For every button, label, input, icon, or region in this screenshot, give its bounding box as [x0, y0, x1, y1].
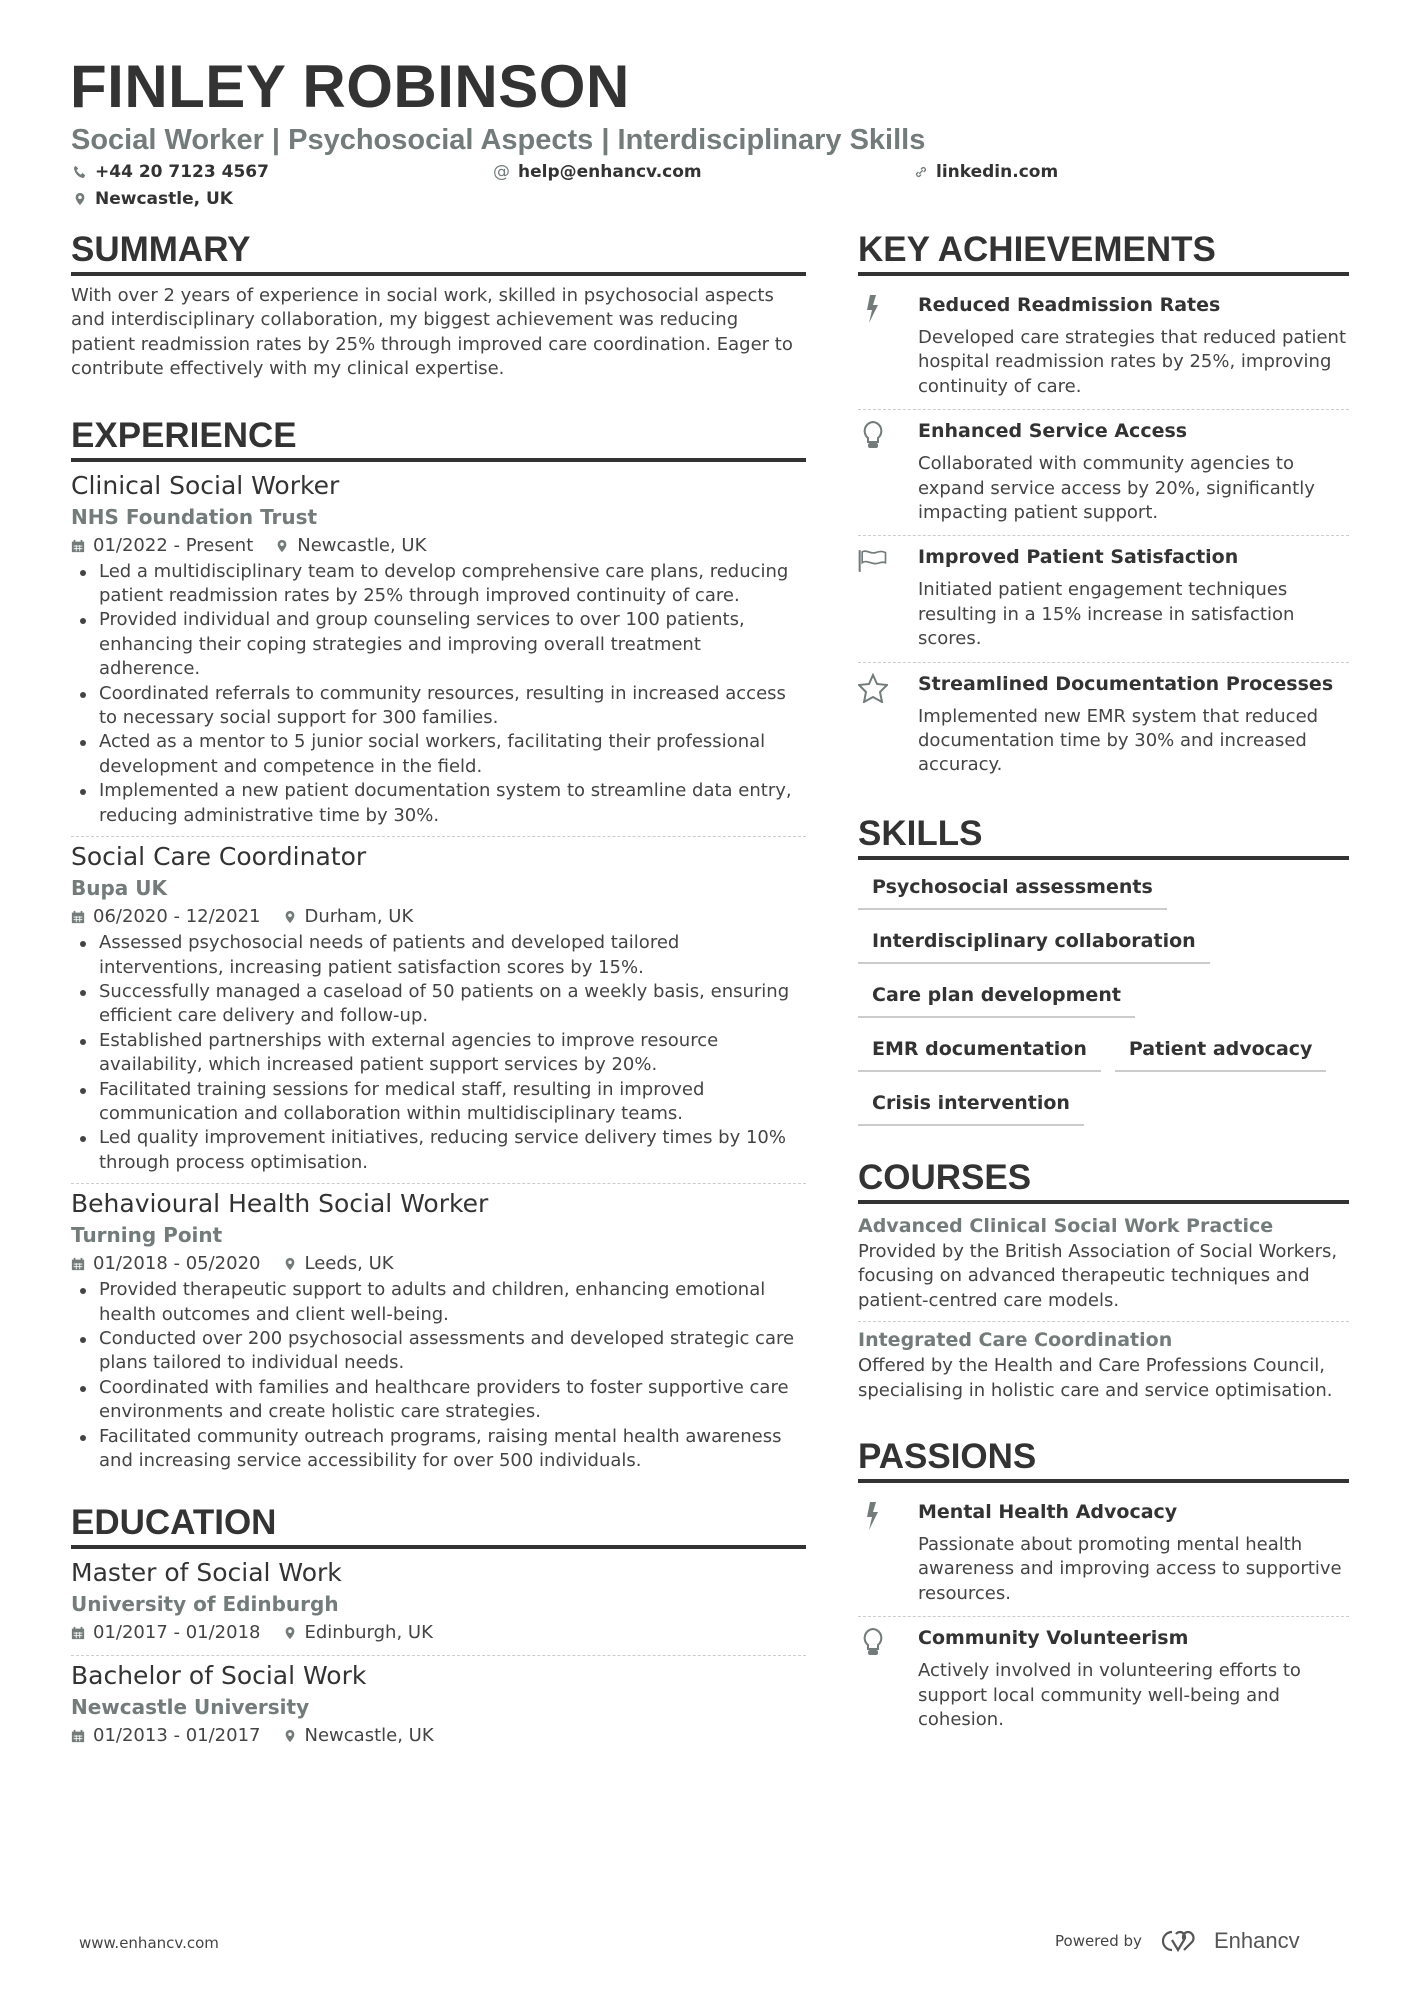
- calendar-icon: [71, 1626, 85, 1640]
- degree: Master of Social Work: [71, 1558, 342, 1588]
- location-pin-icon: [283, 1626, 297, 1640]
- achievements-list: [858, 284, 1349, 788]
- education-dates: 01/2013 - 01/2017: [93, 1725, 261, 1747]
- experience-heading: EXPERIENCE: [71, 416, 806, 462]
- email-text[interactable]: help@enhancv.com: [518, 162, 702, 182]
- linkedin-text[interactable]: linkedin.com: [936, 162, 1059, 182]
- skill-tag: Patient advocacy: [1115, 1030, 1327, 1072]
- job-bullets: [71, 560, 806, 828]
- achievements-text: Collaborated with community agencies to expand service access by 20%, significantly impacting patient support.: [918, 453, 1315, 524]
- passions-heading: PASSIONS: [858, 1437, 1349, 1483]
- course-title: Advanced Clinical Social Work Practice: [858, 1214, 1274, 1237]
- job-location: Newcastle, UK: [297, 534, 427, 556]
- passions-title: Mental Health Advocacy: [918, 1500, 1178, 1523]
- skill-tag: Psychosocial assessments: [858, 868, 1167, 910]
- bullet-item: Provided therapeutic support to adults and children, enhancing emotional health outcomes and client well-being.: [71, 1278, 806, 1327]
- lightning-icon: [858, 294, 888, 324]
- footer-website[interactable]: www.enhancv.com: [79, 1934, 219, 1952]
- job-meta: [71, 1250, 806, 1278]
- lightbulb-icon: [858, 1627, 888, 1657]
- achievements-item: [858, 663, 1349, 788]
- summary-text: With over 2 years of experience in social work, skilled in psychosocial aspects and interdisciplinary collaboration, my biggest achievement was reducing patient readmission rates by 25% through improved care coordination. Eager to contribute effectively with my clinical expertise.: [71, 285, 793, 380]
- achievements-text: Initiated patient engagement techniques resulting in a 15% increase in satisfaction scores.: [918, 579, 1295, 650]
- passions-title: Community Volunteerism: [918, 1627, 1189, 1650]
- education-meta: [71, 1619, 806, 1647]
- skills-heading: SKILLS: [858, 814, 1349, 860]
- calendar-icon: [71, 539, 85, 553]
- separator: [71, 1183, 806, 1184]
- candidate-name: FINLEY ROBINSON: [70, 53, 630, 120]
- calendar-icon: [71, 1729, 85, 1743]
- contact-email[interactable]: [493, 162, 702, 182]
- bullet-item: Led quality improvement initiatives, reducing service delivery times by 10% through process optimisation.: [71, 1126, 806, 1175]
- education-dates: 01/2017 - 01/2018: [93, 1622, 261, 1644]
- course-text: Offered by the Health and Care Professions Council, specialising in holistic care and service optimisation.: [858, 1355, 1333, 1401]
- location-pin-icon: [283, 1257, 297, 1271]
- courses-heading: COURSES: [858, 1158, 1349, 1204]
- job-entry: [71, 841, 806, 1175]
- enhancv-logo-icon: [1156, 1928, 1200, 1954]
- achievements-title: Streamlined Documentation Processes: [918, 672, 1334, 695]
- lightning-icon: [858, 1501, 888, 1531]
- achievements-item: [858, 410, 1349, 536]
- course-entry: [858, 1212, 1349, 1313]
- phone-icon: [73, 165, 87, 179]
- at-icon: @: [493, 162, 510, 182]
- job-title: Behavioural Health Social Worker: [71, 1189, 489, 1219]
- bullet-item: Assessed psychosocial needs of patients and developed tailored interventions, increasing patient satisfaction scores by 15%.: [71, 931, 806, 980]
- location-text: Newcastle, UK: [95, 189, 233, 209]
- education-entry: [71, 1660, 806, 1750]
- right-column: [858, 230, 1349, 1742]
- bullet-item: Conducted over 200 psychosocial assessments and developed strategic care plans tailored to individual needs.: [71, 1327, 806, 1376]
- summary-heading: SUMMARY: [71, 230, 806, 276]
- separator: [858, 1321, 1349, 1322]
- skill-tag: Crisis intervention: [858, 1084, 1084, 1126]
- passions-item: [858, 1491, 1349, 1617]
- education-meta: [71, 1722, 806, 1750]
- left-column: [71, 230, 806, 1750]
- candidate-title: Social Worker | Psychosocial Aspects | Interdisciplinary Skills: [71, 124, 926, 156]
- courses-list: [858, 1212, 1349, 1403]
- bullet-item: Established partnerships with external agencies to improve resource availability, which increased patient support services by 20%.: [71, 1029, 806, 1078]
- location-pin-icon: [283, 910, 297, 924]
- achievements-heading: KEY ACHIEVEMENTS: [858, 230, 1349, 276]
- job-title: Social Care Coordinator: [71, 842, 367, 872]
- contact-phone: [73, 162, 269, 182]
- powered-by-text: Powered by: [1055, 1932, 1142, 1950]
- company-name: NHS Foundation Trust: [71, 504, 318, 529]
- achievements-title: Enhanced Service Access: [918, 420, 1188, 443]
- course-text: Provided by the British Association of Social Workers, focusing on advanced therapeutic techniques and patient-centred care models.: [858, 1240, 1338, 1311]
- achievements-title: Reduced Readmission Rates: [918, 294, 1221, 316]
- job-dates: 01/2018 - 05/2020: [93, 1253, 261, 1275]
- calendar-icon: [71, 910, 85, 924]
- achievements-text: Implemented new EMR system that reduced documentation time by 30% and increased accuracy.: [918, 705, 1319, 776]
- job-location: Durham, UK: [304, 906, 414, 928]
- achievements-item: [858, 536, 1349, 662]
- bullet-item: Implemented a new patient documentation system to streamline data entry, reducing administrative time by 30%.: [71, 779, 806, 828]
- skill-tag: Interdisciplinary collaboration: [858, 922, 1210, 964]
- location-pin-icon: [73, 192, 87, 206]
- footer-branding: [1055, 1928, 1300, 1954]
- job-bullets: [71, 931, 806, 1175]
- bullet-item: Led a multidisciplinary team to develop comprehensive care plans, reducing patient readmission rates by 25% through improved continuity of care.: [71, 560, 806, 609]
- education-entry: [71, 1557, 806, 1647]
- lightbulb-icon: [858, 420, 888, 450]
- job-dates: 01/2022 - Present: [93, 534, 254, 556]
- link-icon: [914, 165, 928, 179]
- bullet-item: Successfully managed a caseload of 50 patients on a weekly basis, ensuring efficient care delivery and follow-up.: [71, 980, 806, 1029]
- contact-location: [73, 189, 233, 209]
- separator: [71, 1655, 806, 1656]
- job-entry: [71, 1188, 806, 1473]
- bullet-item: Coordinated referrals to community resources, resulting in increased access to necessary social support for 300 families.: [71, 682, 806, 731]
- job-location: Leeds, UK: [304, 1253, 394, 1275]
- company-name: Bupa UK: [71, 876, 167, 901]
- company-name: Turning Point: [71, 1223, 223, 1248]
- skills-list: [858, 868, 1349, 1138]
- flag-icon: [858, 546, 888, 576]
- bullet-item: Coordinated with families and healthcare providers to foster supportive care environments and create holistic care strategies.: [71, 1376, 806, 1425]
- job-meta: [71, 903, 806, 931]
- skill-tag: Care plan development: [858, 976, 1135, 1018]
- education-heading: EDUCATION: [71, 1503, 806, 1549]
- bullet-item: Facilitated training sessions for medical staff, resulting in improved communication and collaboration within multidisciplinary teams.: [71, 1078, 806, 1127]
- bullet-item: Acted as a mentor to 5 junior social workers, facilitating their professional development and competence in the field.: [71, 730, 806, 779]
- location-pin-icon: [275, 539, 289, 553]
- phone-text: +44 20 7123 4567: [95, 162, 269, 182]
- contact-linkedin[interactable]: [914, 162, 1058, 182]
- passions-text: Actively involved in volunteering efforts to support local community well-being and cohesion.: [918, 1660, 1301, 1730]
- passions-item: [858, 1617, 1349, 1742]
- location-pin-icon: [283, 1729, 297, 1743]
- school-name: Newcastle University: [71, 1695, 310, 1720]
- education-list: [71, 1557, 806, 1750]
- achievements-text: Developed care strategies that reduced patient hospital readmission rates by 25%, improving continuity of care.: [918, 327, 1347, 397]
- job-title: Clinical Social Worker: [71, 470, 340, 500]
- achievements-item: [858, 284, 1349, 410]
- passions-text: Passionate about promoting mental health awareness and improving access to supportive resources.: [918, 1533, 1342, 1604]
- skill-tag: EMR documentation: [858, 1030, 1101, 1072]
- education-location: Edinburgh, UK: [304, 1622, 433, 1644]
- school-name: University of Edinburgh: [71, 1592, 339, 1617]
- bullet-item: Facilitated community outreach programs, raising mental health awareness and increasing service accessibility for over 500 individuals.: [71, 1425, 806, 1474]
- star-icon: [858, 673, 888, 703]
- bullet-item: Provided individual and group counseling services to over 100 patients, enhancing their coping strategies and improving overall treatment adherence.: [71, 608, 806, 681]
- job-bullets: [71, 1278, 806, 1473]
- job-dates: 06/2020 - 12/2021: [93, 906, 261, 928]
- job-entry: [71, 470, 806, 828]
- separator: [71, 836, 806, 837]
- degree: Bachelor of Social Work: [71, 1661, 367, 1691]
- passions-list: [858, 1491, 1349, 1742]
- enhancv-brand: Enhancv: [1213, 1928, 1300, 1953]
- achievements-title: Improved Patient Satisfaction: [918, 546, 1239, 569]
- course-entry: [858, 1326, 1349, 1403]
- education-location: Newcastle, UK: [304, 1725, 434, 1747]
- calendar-icon: [71, 1257, 85, 1271]
- experience-list: [71, 470, 806, 1474]
- course-title: Integrated Care Coordination: [858, 1329, 1173, 1352]
- job-meta: [71, 532, 806, 560]
